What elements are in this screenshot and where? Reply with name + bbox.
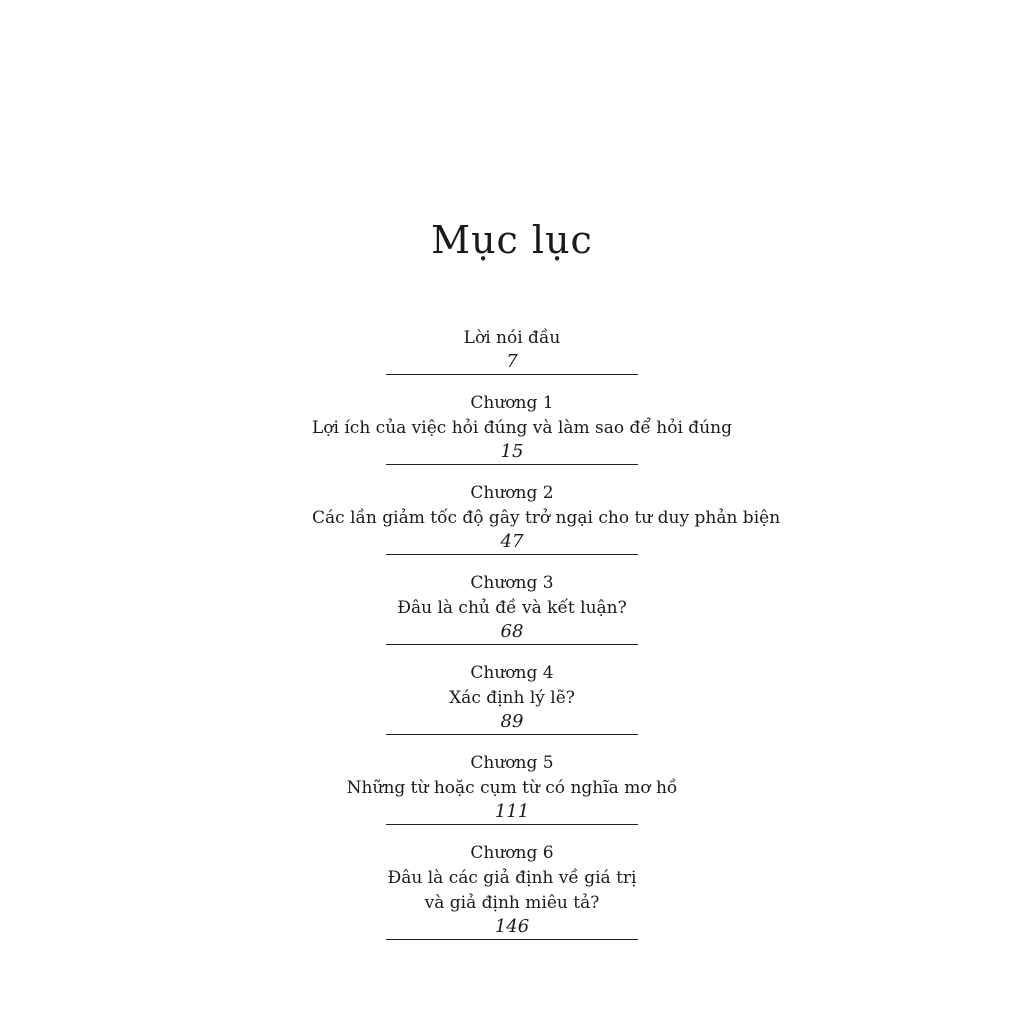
entry-divider	[386, 939, 638, 940]
entry-page-number: 47	[500, 531, 524, 552]
entry-chapter-label: Chương 4	[470, 663, 554, 683]
entry-title: Đâu là chủ đề và kết luận?	[397, 598, 627, 618]
entry-chapter-label: Chương 5	[470, 753, 554, 773]
entry-chapter-label: Chương 3	[470, 573, 554, 593]
entry-page-number: 89	[500, 711, 524, 732]
entry-page-number: 7	[506, 351, 518, 372]
entry-title: Các lần giảm tốc độ gây trở ngại cho tư duy phản biện	[312, 508, 781, 528]
toc-entry-chapter-3	[312, 567, 712, 645]
entry-divider	[386, 644, 638, 645]
entry-page-number: 68	[500, 621, 524, 642]
toc-entry-chapter-4	[312, 657, 712, 735]
table-of-contents	[0, 322, 1024, 952]
entry-chapter-label: Chương 6	[470, 843, 554, 863]
entry-title: Xác định lý lẽ?	[449, 688, 575, 708]
entry-page-number: 15	[500, 441, 524, 462]
entry-divider	[386, 824, 638, 825]
entry-title: Lợi ích của việc hỏi đúng và làm sao để hỏi đúng	[312, 418, 732, 438]
toc-entry-preface	[312, 322, 712, 375]
entry-chapter-label: Chương 1	[470, 393, 554, 413]
entry-divider	[386, 554, 638, 555]
entry-chapter-label: Chương 2	[470, 483, 554, 503]
toc-entry-chapter-1	[312, 387, 732, 465]
entry-title: Những từ hoặc cụm từ có nghĩa mơ hồ	[346, 778, 678, 798]
page-title: Mục lục	[431, 218, 593, 262]
entry-page-number: 146	[494, 916, 530, 937]
toc-entry-chapter-6	[312, 837, 712, 940]
entry-title: Lời nói đầu	[463, 328, 561, 348]
entry-title-continued: và giả định miêu tả?	[424, 893, 600, 913]
entry-divider	[386, 374, 638, 375]
entry-divider	[386, 464, 638, 465]
entry-divider	[386, 734, 638, 735]
entry-page-number: 111	[494, 801, 530, 822]
toc-entry-chapter-5	[312, 747, 712, 825]
toc-entry-chapter-2	[312, 477, 781, 555]
entry-title: Đâu là các giả định về giá trị	[387, 868, 637, 888]
